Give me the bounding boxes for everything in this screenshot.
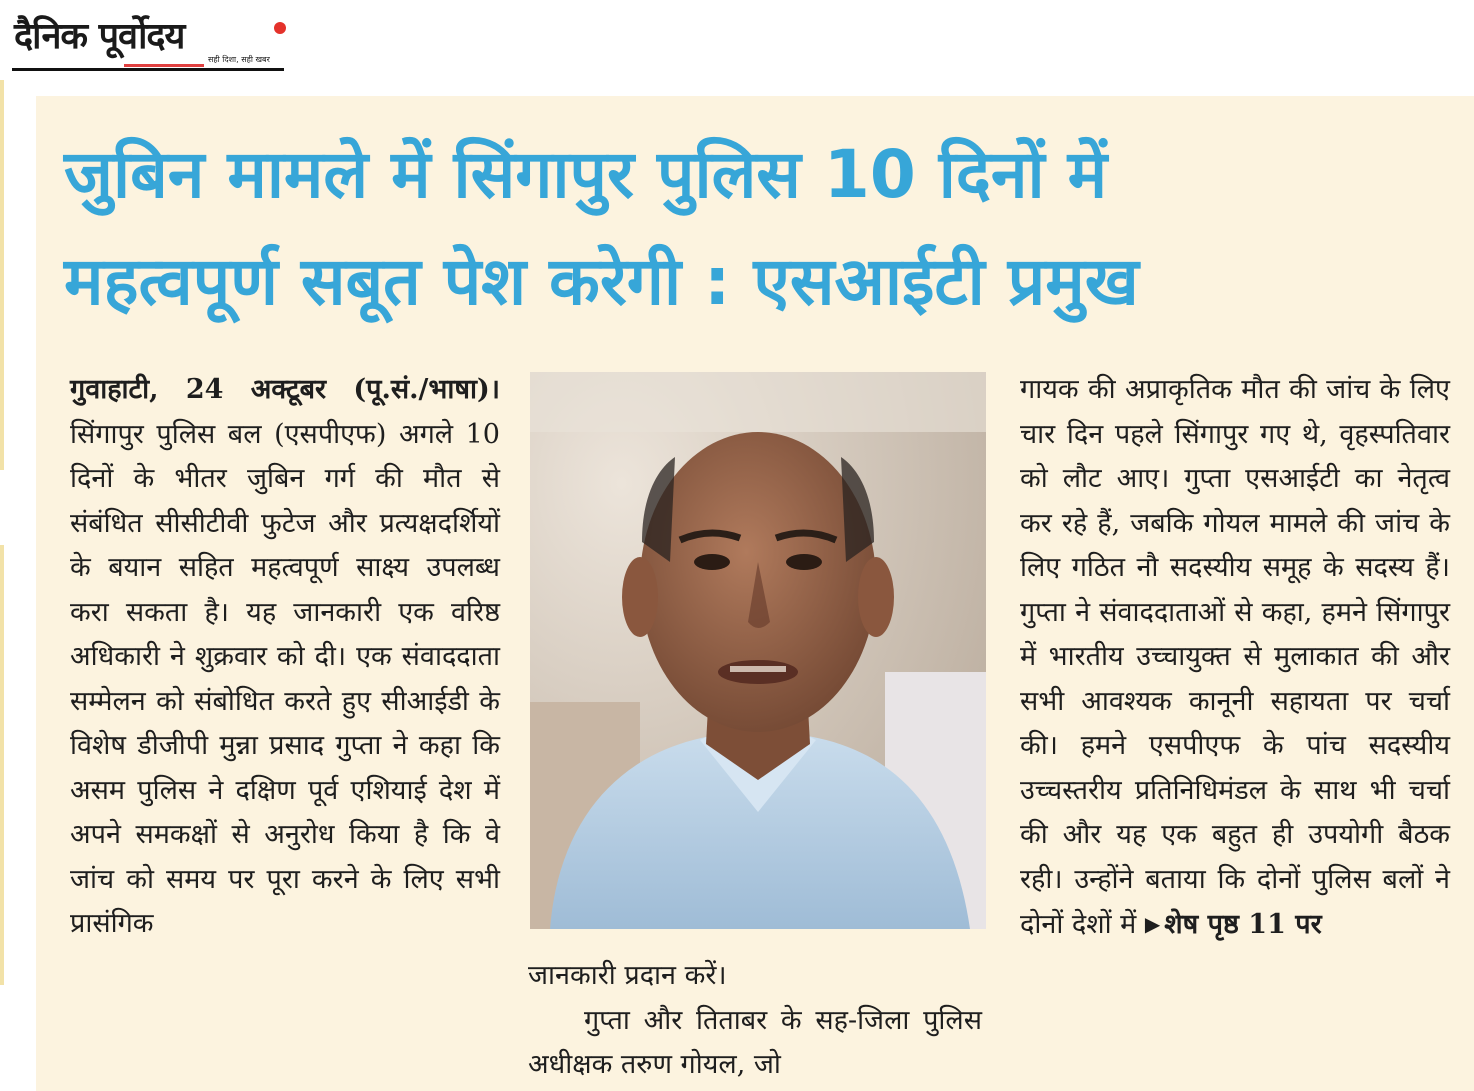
masthead-accent-bar [124, 64, 204, 67]
headline-line-1: जुबिन मामले में सिंगापुर पुलिस 10 दिनों में [64, 136, 1108, 213]
headline-line-2: महत्वपूर्ण सबूत पेश करेगी : एसआईटी प्रमुख [64, 242, 1139, 320]
portrait-illustration [530, 372, 986, 929]
continuation-text: शेष पृष्ठ 11 पर [1164, 909, 1322, 940]
newspaper-logo: दैनिक पूर्वोदय [14, 16, 185, 57]
official-portrait-photo [530, 372, 986, 929]
article-column-2 [528, 954, 982, 1088]
dateline: गुवाहाटी, 24 अक्टूबर (पू.सं./भाषा)। [70, 374, 500, 405]
article-column-3 [1020, 368, 1450, 948]
article-column-1 [70, 368, 500, 947]
column-3-text: गायक की अप्राकृतिक मौत की जांच के लिए चार दिन पहले सिंगापुर गए थे, वृहस्पतिवार को लौट आए। गुप्ता एसआईटी का नेतृत्व कर रहे हैं, जबकि गोयल मामले की जांच के लिए गठित नौ सदस्यीय समूह के सदस्य हैं। गुप्ता ने संवाददाताओं से कहा, हमने सिंगापुर में भारतीय उच्चायुक्त से मुलाकात की और सभी आवश्यक कानूनी सहायता पर चर्चा की। हमने एसपीएफ के पांच सदस्यीय उच्चस्तरीय प्रतिनिधिमंडल के साथ भी चर्चा की और यह एक बहुत ही उपयोगी बैठक रही। उन्होंने बताया कि दोनों पुलिस बलों ने दोनों देशों में [1020, 374, 1450, 940]
page-edge-strip [0, 80, 4, 470]
article-headline [64, 122, 1454, 336]
masthead-rule [12, 68, 284, 71]
logo-dot-icon [274, 22, 286, 34]
newspaper-tagline: सही दिशा, सही खबर [208, 55, 270, 64]
news-clipping [36, 96, 1474, 1091]
page-edge-strip [0, 545, 4, 985]
column-1-text: सिंगापुर पुलिस बल (एसपीएफ) अगले 10 दिनों के भीतर जुबिन गर्ग की मौत से संबंधित सीसीटीवी फुटेज और प्रत्यक्षदर्शियों के बयान सहित महत्वपूर्ण साक्ष्य उपलब्ध करा सकता है। यह जानकारी एक वरिष्ठ अधिकारी ने शुक्रवार को दी। एक संवाददाता सम्मेलन को संबोधित करते हुए सीआईडी के विशेष डीजीपी मुन्ना प्रसाद गुप्ता ने कहा कि असम पुलिस ने दक्षिण पूर्व एशियाई देश में अपने समकक्षों से अनुरोध किया है कि वे जांच को समय पर पूरा करने के लिए सभी प्रासंगिक [70, 418, 500, 939]
continuation-reference [1145, 909, 1322, 940]
triangle-right-icon: ▶ [1144, 912, 1161, 936]
column-2-line-1: जानकारी प्रदान करें। [528, 960, 727, 991]
masthead [12, 6, 286, 72]
column-2-paragraph-2: गुप्ता और तिताबर के सह-जिला पुलिस अधीक्षक तरुण गोयल, जो [528, 1004, 982, 1080]
